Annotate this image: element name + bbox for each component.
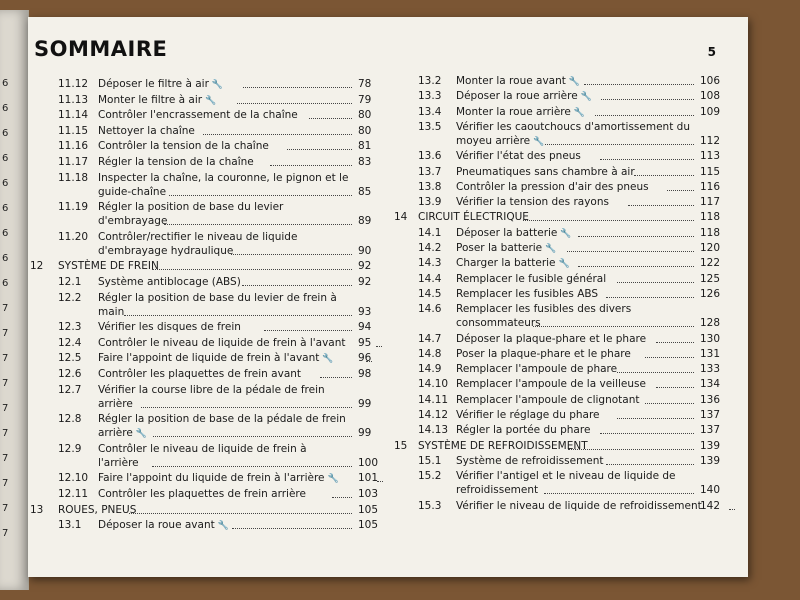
toc-entry-text: Contrôler l'encrassement de la chaîne bbox=[98, 109, 298, 122]
dot-leader bbox=[164, 224, 352, 225]
dot-leader bbox=[634, 175, 694, 176]
toc-entry-number: 13.2 bbox=[418, 75, 442, 87]
toc-entry bbox=[390, 165, 735, 179]
toc-entry bbox=[390, 347, 735, 361]
edge-page-number: 6 bbox=[2, 128, 9, 139]
toc-entry bbox=[28, 275, 388, 289]
edge-page-number: 7 bbox=[2, 303, 9, 314]
toc-entry bbox=[28, 487, 388, 501]
toc-entry bbox=[390, 423, 735, 437]
toc-page-ref: 137 bbox=[700, 409, 721, 421]
dot-leader bbox=[656, 342, 694, 343]
edge-page-number: 7 bbox=[2, 353, 9, 364]
toc-entry-text: Régler la position de base de la pédale de frein bbox=[98, 413, 346, 426]
toc-entry bbox=[28, 383, 388, 411]
toc-entry-number: 14.5 bbox=[418, 287, 442, 300]
wrench-icon: 🔧 bbox=[135, 429, 148, 440]
dot-leader bbox=[568, 449, 694, 450]
toc-page-ref: 80 bbox=[358, 124, 372, 137]
toc-page-ref: 106 bbox=[700, 75, 721, 87]
dot-leader bbox=[545, 144, 694, 145]
toc-entry-number: 11.17 bbox=[58, 156, 89, 168]
toc-entry-text: Faire l'appoint du liquide de frein à l'arrière 🔧 bbox=[98, 472, 339, 485]
toc-entry-text: Déposer la plaque-phare et le phare bbox=[456, 332, 647, 345]
toc-entry bbox=[390, 393, 735, 407]
toc-page-ref: 92 bbox=[358, 276, 372, 288]
edge-page-number: 6 bbox=[2, 228, 9, 239]
toc-entry bbox=[28, 320, 388, 334]
dot-leader bbox=[141, 407, 352, 408]
toc-entry bbox=[28, 93, 388, 107]
toc-entry-number: 14.11 bbox=[418, 393, 449, 406]
toc-entry-text: Inspecter la chaîne, la couronne, le pignon et le bbox=[98, 171, 349, 184]
toc-page-ref: 90 bbox=[358, 244, 372, 257]
dot-leader bbox=[287, 149, 352, 150]
toc-entry-text: Système antiblocage (ABS) bbox=[98, 276, 241, 288]
toc-page-ref: 122 bbox=[700, 257, 721, 270]
dot-leader bbox=[124, 315, 352, 316]
dot-leader bbox=[645, 357, 694, 358]
toc-entry bbox=[28, 230, 388, 258]
toc-page-ref: 130 bbox=[700, 332, 721, 345]
dot-leader bbox=[544, 493, 694, 494]
toc-entry-text: Système de refroidissement bbox=[456, 454, 604, 467]
dot-leader bbox=[169, 195, 352, 196]
toc-entry bbox=[390, 74, 735, 88]
toc-entry bbox=[390, 408, 735, 422]
toc-page-ref: 120 bbox=[700, 242, 721, 254]
dot-leader bbox=[377, 481, 383, 482]
toc-section-entry bbox=[28, 259, 388, 273]
edge-page-number: 7 bbox=[2, 328, 9, 339]
dot-leader bbox=[243, 87, 352, 88]
edge-page-number: 7 bbox=[2, 428, 9, 439]
dot-leader bbox=[578, 266, 694, 267]
toc-entry bbox=[390, 377, 735, 391]
toc-entry-text: Remplacer l'ampoule de clignotant bbox=[456, 393, 640, 406]
dot-leader bbox=[523, 220, 694, 221]
dot-leader bbox=[232, 528, 352, 529]
edge-page-number: 7 bbox=[2, 453, 9, 464]
toc-entry-number: 12.3 bbox=[58, 321, 82, 334]
toc-entry-number: 14.9 bbox=[418, 363, 442, 376]
toc-entry-number: 12.2 bbox=[58, 291, 82, 304]
toc-page-ref: 78 bbox=[358, 78, 372, 90]
toc-page-ref: 92 bbox=[358, 260, 372, 273]
toc-entry-number: 12.10 bbox=[58, 472, 89, 485]
toc-entry-number: 13.5 bbox=[418, 120, 442, 133]
previous-page-edge bbox=[0, 10, 29, 590]
toc-entry bbox=[28, 336, 388, 350]
toc-entry-number: 11.19 bbox=[58, 201, 89, 214]
toc-entry-number: 11.18 bbox=[58, 171, 89, 184]
toc-page-ref: 136 bbox=[700, 393, 721, 406]
toc-page-ref: 116 bbox=[700, 180, 721, 193]
dot-leader bbox=[628, 205, 694, 206]
toc-page-ref: 100 bbox=[358, 456, 379, 469]
toc-entry-text: arrière 🔧 bbox=[98, 427, 148, 440]
toc-entry-number: 14.1 bbox=[418, 226, 442, 239]
dot-leader bbox=[152, 269, 352, 270]
toc-section-entry bbox=[390, 210, 735, 224]
toc-page-ref: 131 bbox=[700, 347, 721, 360]
toc-entry-number: 15.3 bbox=[418, 499, 442, 512]
wrench-icon: 🔧 bbox=[580, 92, 592, 103]
toc-page-ref: 105 bbox=[358, 519, 379, 532]
toc-entry-text: refroidissement bbox=[456, 484, 539, 497]
toc-entry-number: 13 bbox=[30, 503, 44, 516]
dot-leader bbox=[237, 103, 352, 104]
toc-page-ref: 113 bbox=[700, 150, 721, 163]
dot-leader bbox=[617, 372, 694, 373]
dot-leader bbox=[129, 513, 352, 514]
edge-page-number: 6 bbox=[2, 203, 9, 214]
toc-entry bbox=[28, 108, 388, 122]
toc-entry bbox=[390, 120, 735, 148]
toc-entry-text: Régler la portée du phare bbox=[456, 424, 591, 437]
toc-entry-text: d'embrayage bbox=[98, 215, 168, 228]
toc-entry bbox=[390, 149, 735, 163]
dot-leader bbox=[242, 285, 352, 286]
toc-entry bbox=[390, 499, 735, 513]
toc-entry-text: Contrôler le niveau de liquide de frein à bbox=[98, 442, 307, 455]
edge-page-number: 7 bbox=[2, 478, 9, 489]
toc-entry-number: 13.7 bbox=[418, 165, 442, 178]
toc-entry-text: Faire l'appoint de liquide de frein à l'avant 🔧 bbox=[98, 352, 334, 365]
wrench-icon: 🔧 bbox=[327, 474, 339, 485]
toc-entry-text: SYSTÈME DE REFROIDISSEMENT bbox=[418, 439, 588, 452]
toc-entry-number: 13.4 bbox=[418, 105, 442, 118]
toc-entry bbox=[28, 139, 388, 153]
wrench-icon: 🔧 bbox=[205, 95, 217, 106]
toc-entry-text: Déposer la batterie 🔧 bbox=[456, 226, 572, 239]
dot-leader bbox=[332, 497, 352, 498]
dot-leader bbox=[656, 387, 694, 388]
toc-entry-number: 13.1 bbox=[58, 519, 82, 532]
toc-page-ref: 96 bbox=[358, 352, 372, 365]
edge-page-number: 6 bbox=[2, 178, 9, 189]
toc-page-ref: 98 bbox=[358, 368, 372, 380]
toc-entry-number: 12.9 bbox=[58, 442, 82, 455]
dot-leader bbox=[309, 118, 352, 119]
toc-entry-text: Poser la plaque-phare et le phare bbox=[456, 347, 631, 360]
toc-entry-number: 11.15 bbox=[58, 124, 89, 137]
toc-entry-number: 13.8 bbox=[418, 180, 442, 193]
toc-entry-text: Nettoyer la chaîne bbox=[98, 124, 195, 137]
toc-page-ref: 118 bbox=[700, 211, 721, 224]
dot-leader bbox=[606, 464, 694, 465]
toc-entry-text: Vérifier les disques de frein bbox=[98, 321, 241, 334]
toc-entry-number: 11.13 bbox=[58, 93, 89, 106]
toc-entry-number: 14.7 bbox=[418, 332, 442, 345]
toc-entry bbox=[390, 195, 735, 209]
toc-entry-number: 11.16 bbox=[58, 140, 89, 153]
dot-leader bbox=[153, 436, 352, 437]
toc-page-ref: 85 bbox=[358, 185, 372, 198]
toc-entry-text: Contrôler les plaquettes de frein arrière bbox=[98, 488, 306, 500]
toc-page-ref: 95 bbox=[358, 336, 372, 349]
toc-page-ref: 79 bbox=[358, 93, 372, 106]
toc-entry-text: Monter le filtre à air 🔧 bbox=[98, 93, 217, 106]
toc-entry-number: 14.3 bbox=[418, 257, 442, 270]
toc-entry bbox=[390, 89, 735, 103]
toc-entry bbox=[28, 367, 388, 381]
toc-entry-number: 11.12 bbox=[58, 78, 89, 90]
toc-entry-number: 14.4 bbox=[418, 272, 442, 285]
edge-page-number: 7 bbox=[2, 378, 9, 389]
toc-entry-text: Déposer la roue arrière 🔧 bbox=[456, 90, 592, 103]
toc-entry-number: 14.2 bbox=[418, 242, 442, 254]
dot-leader bbox=[578, 236, 694, 237]
toc-entry-text: Remplacer l'ampoule de phare bbox=[456, 363, 618, 376]
toc-page-ref: 139 bbox=[700, 439, 721, 452]
toc-page-ref: 134 bbox=[700, 378, 721, 391]
toc-entry bbox=[28, 351, 388, 365]
edge-page-number: 7 bbox=[2, 503, 9, 514]
toc-entry bbox=[28, 155, 388, 169]
wrench-icon: 🔧 bbox=[573, 107, 586, 118]
wrench-icon: 🔧 bbox=[217, 521, 229, 532]
toc-entry-number: 13.6 bbox=[418, 150, 442, 163]
toc-entry-text: Contrôler la pression d'air des pneus bbox=[456, 180, 649, 193]
wrench-icon: 🔧 bbox=[211, 80, 224, 90]
toc-entry-text: Vérifier le réglage du phare bbox=[456, 409, 600, 421]
toc-page-ref: 94 bbox=[358, 321, 372, 334]
toc-entry-number: 15.1 bbox=[418, 454, 442, 467]
toc-entry-number: 15.2 bbox=[418, 470, 442, 483]
toc-entry bbox=[28, 77, 388, 91]
toc-entry bbox=[28, 291, 388, 319]
toc-entry-text: Vérifier le niveau de liquide de refroidissement bbox=[456, 499, 702, 512]
toc-entry bbox=[390, 272, 735, 286]
toc-entry-text: l'arrière bbox=[98, 456, 139, 469]
toc-entry-number: 11.20 bbox=[58, 230, 89, 243]
toc-entry-text: Vérifier l'état des pneus bbox=[456, 150, 581, 163]
toc-entry bbox=[390, 454, 735, 468]
toc-entry-text: Régler la tension de la chaîne bbox=[98, 156, 254, 168]
toc-entry-number: 15 bbox=[394, 439, 408, 452]
toc-entry-text: Vérifier la tension des rayons bbox=[456, 196, 609, 209]
toc-entry-text: Poser la batterie 🔧 bbox=[456, 242, 557, 254]
edge-page-number: 6 bbox=[2, 253, 9, 264]
toc-entry bbox=[28, 412, 388, 440]
toc-entry bbox=[390, 362, 735, 376]
toc-page-ref: 128 bbox=[700, 317, 721, 330]
dot-leader bbox=[231, 254, 352, 255]
dot-leader bbox=[600, 159, 694, 160]
toc-page-ref: 137 bbox=[700, 424, 721, 437]
toc-page-ref: 89 bbox=[358, 215, 372, 228]
toc-entry-text: Vérifier les caoutchoucs d'amortissement du bbox=[456, 120, 690, 133]
toc-page-ref: 80 bbox=[358, 109, 372, 122]
toc-section-entry bbox=[28, 503, 388, 517]
toc-page-ref: 115 bbox=[700, 165, 721, 178]
toc-entry-number: 14.12 bbox=[418, 409, 449, 421]
toc-page-ref: 83 bbox=[358, 156, 372, 168]
wrench-icon: 🔧 bbox=[322, 354, 334, 365]
dot-leader bbox=[152, 466, 352, 467]
wrench-icon: 🔧 bbox=[568, 77, 581, 87]
toc-page-ref: 139 bbox=[700, 454, 721, 467]
dot-leader bbox=[606, 297, 694, 298]
toc-entry-text: Pneumatiques sans chambre à air bbox=[456, 165, 635, 178]
page-number: 5 bbox=[707, 45, 716, 59]
toc-entry-text: Monter la roue avant 🔧 bbox=[456, 75, 581, 87]
toc-entry bbox=[390, 302, 735, 330]
toc-entry-text: d'embrayage hydraulique bbox=[98, 244, 234, 257]
edge-page-number: 6 bbox=[2, 153, 9, 164]
wrench-icon: 🔧 bbox=[545, 244, 557, 254]
toc-entry bbox=[390, 256, 735, 270]
dot-leader bbox=[533, 326, 694, 327]
toc-page-ref: 81 bbox=[358, 140, 372, 153]
toc-entry bbox=[28, 518, 388, 532]
toc-entry-text: Contrôler la tension de la chaîne bbox=[98, 140, 269, 153]
toc-entry-number: 12.8 bbox=[58, 413, 82, 426]
edge-page-number: 6 bbox=[2, 103, 9, 114]
toc-page-ref: 118 bbox=[700, 226, 721, 239]
dot-leader bbox=[320, 377, 352, 378]
toc-entry-text: Régler la position de base du levier de frein à bbox=[98, 291, 337, 304]
toc-entry-text: Contrôler/rectifier le niveau de liquide bbox=[98, 230, 298, 243]
wrench-icon: 🔧 bbox=[560, 228, 572, 239]
toc-entry bbox=[28, 442, 388, 470]
toc-entry bbox=[28, 471, 388, 485]
toc-page-ref: 99 bbox=[358, 427, 372, 440]
toc-entry-text: Remplacer l'ampoule de la veilleuse bbox=[456, 378, 646, 391]
toc-entry-text: ROUES, PNEUS bbox=[58, 503, 137, 516]
toc-entry-text: Remplacer le fusible général bbox=[456, 272, 607, 285]
toc-page-ref: 101 bbox=[358, 472, 379, 485]
toc-entry-number: 14.13 bbox=[418, 424, 449, 437]
toc-entry bbox=[390, 105, 735, 119]
dot-leader bbox=[617, 282, 694, 283]
toc-entry-number: 11.14 bbox=[58, 109, 89, 122]
toc-entry-number: 13.3 bbox=[418, 90, 442, 103]
wrench-icon: 🔧 bbox=[558, 259, 570, 270]
toc-entry-number: 12.5 bbox=[58, 352, 82, 365]
toc-page-ref: 133 bbox=[700, 363, 721, 376]
dot-leader bbox=[595, 115, 694, 116]
toc-entry-text: Déposer le filtre à air 🔧 bbox=[98, 78, 224, 90]
edge-page-number: 6 bbox=[2, 278, 9, 289]
dot-leader bbox=[567, 251, 694, 252]
toc-page-ref: 126 bbox=[700, 287, 721, 300]
toc-page-ref: 103 bbox=[358, 488, 379, 500]
toc-entry bbox=[390, 469, 735, 497]
toc-entry-text: arrière bbox=[98, 397, 133, 410]
toc-page-ref: 108 bbox=[700, 90, 721, 103]
toc-entry bbox=[28, 200, 388, 228]
toc-section-entry bbox=[390, 439, 735, 453]
dot-leader bbox=[645, 403, 694, 404]
edge-page-number: 7 bbox=[2, 528, 9, 539]
toc-entry bbox=[390, 241, 735, 255]
toc-entry-text: Contrôler les plaquettes de frein avant bbox=[98, 368, 302, 380]
toc-page bbox=[28, 17, 748, 577]
dot-leader bbox=[584, 84, 694, 85]
toc-entry bbox=[28, 124, 388, 138]
toc-entry-text: consommateurs bbox=[456, 317, 541, 330]
dot-leader bbox=[601, 99, 694, 100]
toc-page-ref: 125 bbox=[700, 272, 721, 285]
toc-entry-number: 12.6 bbox=[58, 368, 82, 380]
dot-leader bbox=[617, 418, 694, 419]
toc-entry bbox=[28, 171, 388, 199]
toc-page-ref: 117 bbox=[700, 196, 721, 209]
toc-entry-number: 14 bbox=[394, 211, 408, 224]
toc-page-ref: 109 bbox=[700, 105, 721, 118]
toc-entry-text: Déposer la roue avant 🔧 bbox=[98, 519, 229, 532]
toc-entry-number: 14.6 bbox=[418, 303, 442, 316]
toc-entry-number: 14.10 bbox=[418, 378, 449, 391]
toc-entry-number: 12.11 bbox=[58, 488, 89, 500]
dot-leader bbox=[729, 509, 735, 510]
toc-entry-text: Contrôler le niveau de liquide de frein à l'avant bbox=[98, 336, 346, 349]
toc-entry-text: CIRCUIT ÉLECTRIQUE bbox=[418, 211, 529, 224]
dot-leader bbox=[270, 165, 352, 166]
dot-leader bbox=[203, 134, 352, 135]
toc-entry-text: Remplacer les fusibles des divers bbox=[456, 303, 632, 316]
toc-entry-text: guide-chaîne bbox=[98, 185, 167, 198]
toc-entry-text: Charger la batterie 🔧 bbox=[456, 257, 570, 270]
toc-entry-text: Monter la roue arrière 🔧 bbox=[456, 105, 586, 118]
edge-page-number: 7 bbox=[2, 403, 9, 414]
dot-leader bbox=[667, 190, 694, 191]
toc-entry-number: 12.1 bbox=[58, 276, 82, 288]
toc-page-ref: 140 bbox=[700, 484, 721, 497]
toc-page-ref: 99 bbox=[358, 397, 372, 410]
toc-entry bbox=[390, 332, 735, 346]
toc-entry-number: 12 bbox=[30, 260, 44, 273]
toc-page-ref: 105 bbox=[358, 503, 379, 516]
toc-entry-number: 14.8 bbox=[418, 347, 442, 360]
dot-leader bbox=[600, 433, 694, 434]
toc-entry bbox=[390, 226, 735, 240]
edge-page-number: 6 bbox=[2, 78, 9, 89]
toc-entry-number: 12.4 bbox=[58, 336, 82, 349]
dot-leader bbox=[264, 330, 352, 331]
dot-leader bbox=[376, 346, 382, 347]
toc-page-ref: 93 bbox=[358, 305, 372, 318]
toc-entry bbox=[390, 180, 735, 194]
toc-entry-number: 12.7 bbox=[58, 383, 82, 396]
toc-entry-text: Vérifier la course libre de la pédale de frein bbox=[98, 383, 325, 396]
toc-entry-text: SYSTÈME DE FREIN bbox=[58, 260, 159, 273]
toc-entry bbox=[390, 287, 735, 301]
page-title: SOMMAIRE bbox=[34, 37, 168, 61]
wrench-icon: 🔧 bbox=[533, 136, 545, 147]
toc-page-ref: 112 bbox=[700, 134, 721, 147]
toc-page-ref: 142 bbox=[700, 499, 721, 512]
toc-entry-text: Vérifier l'antigel et le niveau de liquide de bbox=[456, 470, 676, 483]
toc-entry-text: main bbox=[98, 305, 125, 318]
toc-entry-text: Régler la position de base du levier bbox=[98, 201, 284, 214]
toc-entry-text: Remplacer les fusibles ABS bbox=[456, 287, 599, 300]
toc-entry-number: 13.9 bbox=[418, 196, 442, 209]
toc-entry-text: moyeu arrière 🔧 bbox=[456, 134, 545, 147]
